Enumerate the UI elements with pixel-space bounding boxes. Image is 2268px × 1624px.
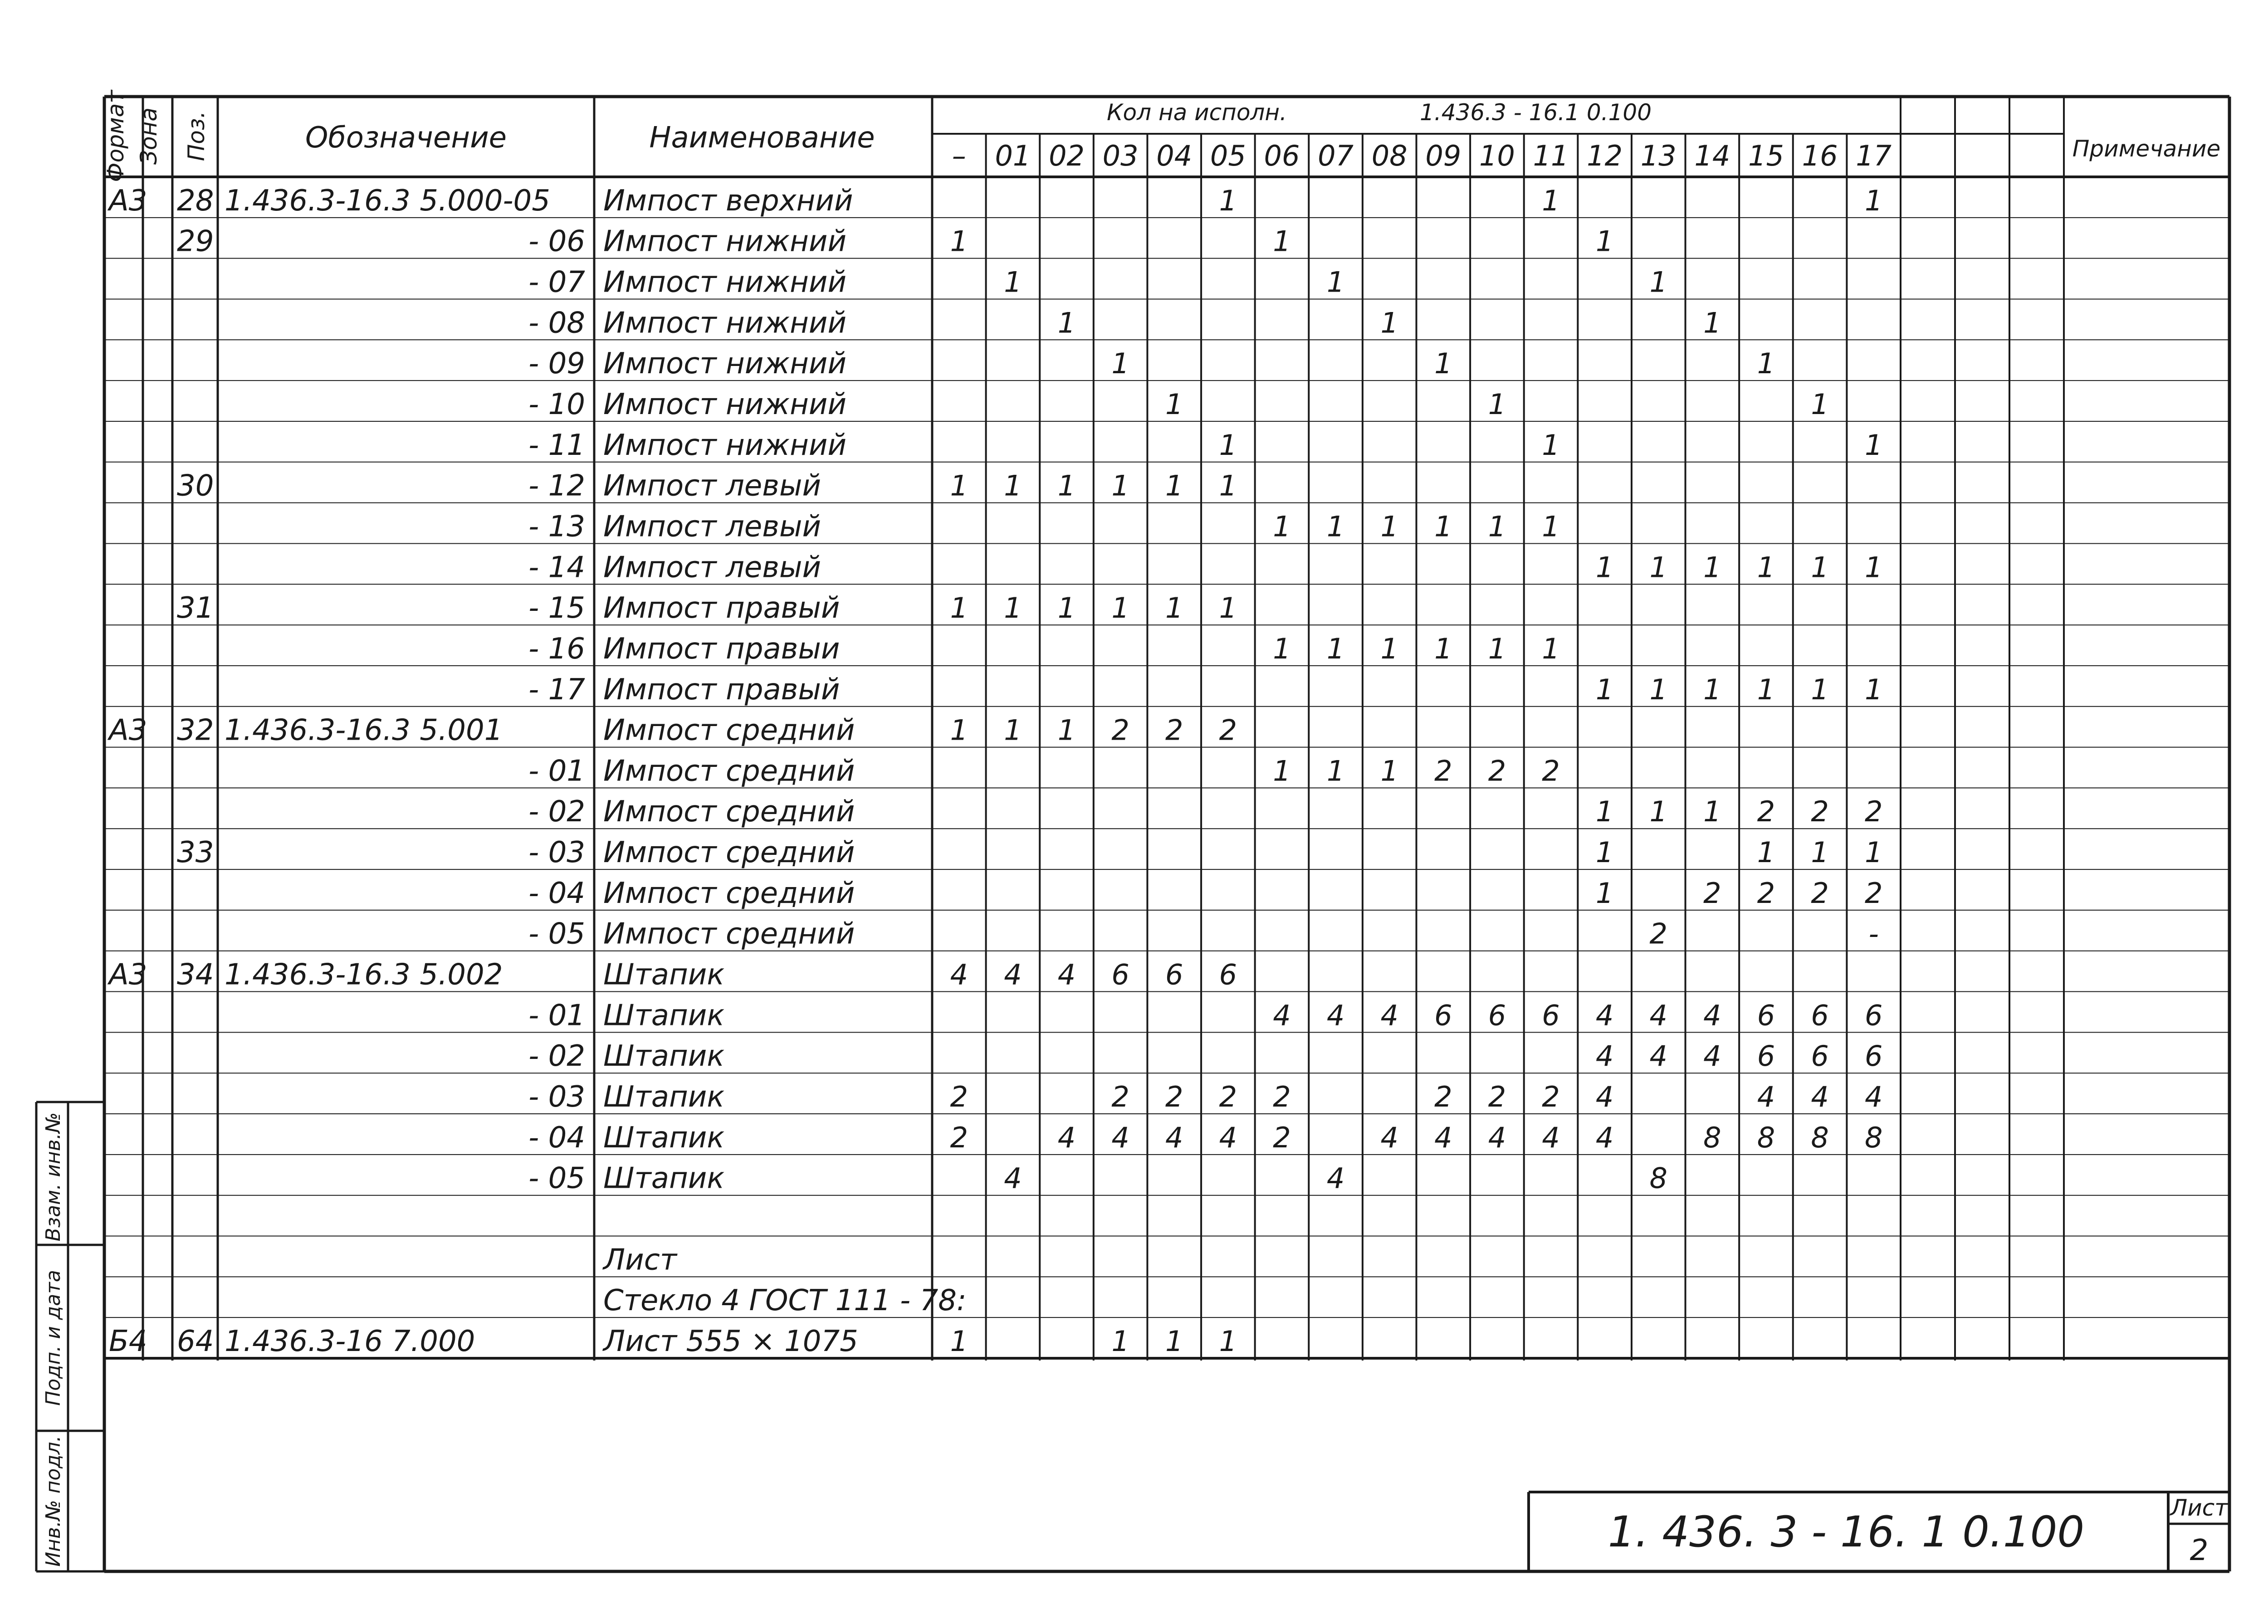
- qty-cell: 2: [1219, 713, 1237, 747]
- variant-header-14: 14: [1694, 139, 1730, 172]
- qty-cell: 6: [1219, 958, 1237, 991]
- qty-cell: 1: [1542, 428, 1560, 462]
- qty-cell: -: [1868, 917, 1879, 951]
- variant-header-15: 15: [1748, 139, 1784, 172]
- row-designation: - 12: [528, 469, 585, 503]
- qty-cell: 1: [1326, 754, 1345, 788]
- title-sheet-label: Лист: [2170, 1495, 2228, 1521]
- qty-cell: 4: [1273, 999, 1291, 1032]
- qty-cell: 4: [1488, 1121, 1506, 1154]
- qty-cell: 1: [1111, 347, 1129, 380]
- qty-cell: 1: [1649, 551, 1667, 584]
- qty-cell: 1: [1488, 510, 1506, 543]
- qty-cell: 6: [1165, 958, 1183, 991]
- qty-cell: 1: [1165, 469, 1183, 502]
- qty-cell: 4: [1542, 1121, 1560, 1154]
- qty-cell: 8: [1811, 1121, 1829, 1154]
- row-name: Импост средний: [603, 713, 855, 747]
- qty-cell: 1: [1864, 184, 1883, 217]
- qty-cell: 2: [1864, 876, 1883, 910]
- qty-cell: 1: [950, 713, 968, 747]
- qty-cell: 1: [1004, 591, 1022, 625]
- qty-cell: 4: [1703, 999, 1721, 1032]
- qty-cell: 1: [1757, 836, 1775, 869]
- qty-cell: 1: [950, 224, 968, 258]
- row-designation: - 03: [528, 836, 585, 870]
- qty-cell: 1: [1380, 632, 1398, 665]
- variant-header-17: 17: [1856, 139, 1892, 172]
- row-name: Импост средний: [603, 836, 855, 870]
- qty-cell: 4: [950, 958, 968, 991]
- qty-cell: 1: [1703, 551, 1721, 584]
- qty-cell: 4: [1380, 1121, 1398, 1154]
- qty-cell: 1: [1542, 184, 1560, 217]
- row-designation: - 08: [528, 306, 585, 340]
- row-name: Импост левый: [603, 510, 821, 544]
- qty-cell: 2: [1273, 1080, 1291, 1114]
- header-format: Формат: [103, 90, 129, 182]
- row-designation: 1.436.3-16 7.000: [225, 1325, 475, 1358]
- qty-cell: 1: [1703, 795, 1721, 829]
- row-designation: - 17: [528, 673, 585, 707]
- row-designation: - 04: [528, 876, 585, 910]
- qty-cell: 1: [1111, 1325, 1129, 1358]
- qty-cell: 1: [1273, 632, 1291, 665]
- row-pos: 64: [177, 1325, 214, 1358]
- qty-cell: 1: [1219, 1325, 1237, 1358]
- qty-cell: 1: [1219, 591, 1237, 625]
- row-name: Импост верхний: [603, 184, 853, 218]
- row-name: Штапик: [603, 1161, 725, 1195]
- qty-cell: 1: [950, 469, 968, 502]
- row-name: Лист: [603, 1243, 677, 1277]
- qty-cell: 1: [1595, 551, 1614, 584]
- variant-header-13: 13: [1640, 139, 1677, 172]
- row-format: А3: [109, 713, 147, 747]
- qty-cell: 4: [1595, 1080, 1614, 1114]
- row-designation: - 05: [528, 917, 585, 951]
- row-name: Импост нижний: [603, 224, 847, 258]
- header-qty-title: Кол на исполн.: [1107, 99, 1287, 126]
- qty-cell: 4: [1326, 999, 1345, 1032]
- header-zone: Зона: [136, 107, 162, 165]
- qty-cell: 2: [950, 1121, 968, 1154]
- qty-cell: 6: [1542, 999, 1560, 1032]
- row-format: Б4: [109, 1325, 147, 1358]
- qty-cell: 1: [1434, 510, 1452, 543]
- row-name: Импост правый: [603, 673, 840, 707]
- row-name: Штапик: [603, 1080, 725, 1114]
- title-sheet-number: 2: [2190, 1534, 2209, 1567]
- variant-header-9: 09: [1425, 139, 1461, 172]
- qty-cell: 6: [1488, 999, 1506, 1032]
- row-designation: - 10: [528, 387, 585, 421]
- qty-cell: 1: [1811, 387, 1829, 421]
- qty-cell: 1: [1165, 591, 1183, 625]
- qty-cell: 1: [1165, 387, 1183, 421]
- row-designation: 1.436.3-16.3 5.001: [225, 713, 503, 747]
- qty-cell: 1: [1649, 265, 1667, 299]
- qty-cell: 1: [950, 1325, 968, 1358]
- qty-cell: 1: [1111, 591, 1129, 625]
- qty-cell: 1: [1864, 673, 1883, 706]
- qty-cell: 1: [1811, 551, 1829, 584]
- qty-cell: 1: [1380, 510, 1398, 543]
- qty-cell: 2: [1434, 1080, 1452, 1114]
- row-designation: 1.436.3-16.3 5.000-05: [225, 184, 550, 218]
- qty-cell: 1: [1434, 632, 1452, 665]
- qty-cell: 2: [1542, 1080, 1560, 1114]
- qty-cell: 2: [1649, 917, 1667, 951]
- qty-cell: 1: [1864, 551, 1883, 584]
- qty-cell: 4: [1057, 1121, 1076, 1154]
- header-designation: Обозначение: [305, 121, 507, 155]
- header-pos: Поз.: [183, 111, 210, 161]
- qty-cell: 1: [1273, 224, 1291, 258]
- qty-cell: 1: [1326, 632, 1345, 665]
- qty-cell: 2: [1811, 795, 1829, 829]
- qty-cell: 2: [1111, 713, 1129, 747]
- row-name: Импост левый: [603, 469, 821, 503]
- row-designation: - 01: [528, 754, 585, 788]
- row-designation: - 09: [528, 347, 585, 381]
- row-pos: 28: [177, 184, 214, 218]
- row-pos: 33: [177, 836, 214, 870]
- qty-cell: 1: [1004, 713, 1022, 747]
- row-name: Импост средний: [603, 795, 855, 829]
- qty-cell: 1: [1595, 876, 1614, 910]
- qty-cell: 1: [1273, 510, 1291, 543]
- row-designation: - 14: [528, 551, 585, 585]
- qty-cell: 1: [1004, 265, 1022, 299]
- side-label-signature-date: Подп. и дата: [42, 1270, 65, 1406]
- qty-cell: 2: [1864, 795, 1883, 829]
- row-name: Импост правыи: [603, 632, 840, 666]
- qty-cell: 2: [950, 1080, 968, 1114]
- variant-header-4: 04: [1156, 139, 1193, 172]
- qty-cell: 4: [1757, 1080, 1775, 1114]
- header-qty-doc: 1.436.3 - 16.1 0.100: [1420, 99, 1652, 126]
- qty-cell: 2: [1757, 876, 1775, 910]
- variant-header-2: 02: [1049, 139, 1085, 172]
- qty-cell: 1: [1542, 632, 1560, 665]
- qty-cell: 2: [1757, 795, 1775, 829]
- qty-cell: 2: [1488, 754, 1506, 788]
- qty-cell: 6: [1811, 999, 1829, 1032]
- qty-cell: 8: [1757, 1121, 1775, 1154]
- qty-cell: 4: [1811, 1080, 1829, 1114]
- qty-cell: 1: [1649, 795, 1667, 829]
- row-name: Импост средний: [603, 754, 855, 788]
- header-note: Примечание: [2072, 136, 2221, 162]
- row-name: Импост средний: [603, 876, 855, 910]
- variant-header-1: 01: [995, 139, 1031, 172]
- qty-cell: 1: [1219, 469, 1237, 502]
- variant-header-12: 12: [1587, 139, 1623, 172]
- row-designation: - 06: [528, 224, 585, 258]
- variant-header-5: 05: [1210, 139, 1246, 172]
- qty-cell: 1: [1757, 347, 1775, 380]
- variant-header-7: 07: [1318, 139, 1354, 172]
- row-pos: 30: [177, 469, 214, 503]
- qty-cell: 2: [1165, 1080, 1183, 1114]
- qty-cell: 8: [1649, 1161, 1667, 1195]
- qty-cell: 1: [1811, 673, 1829, 706]
- qty-cell: 2: [1219, 1080, 1237, 1114]
- qty-cell: 1: [1542, 510, 1560, 543]
- qty-cell: 2: [1273, 1121, 1291, 1154]
- qty-cell: 4: [1649, 1039, 1667, 1073]
- row-designation: 1.436.3-16.3 5.002: [225, 958, 503, 992]
- row-name: Штапик: [603, 1039, 725, 1073]
- qty-cell: 2: [1542, 754, 1560, 788]
- qty-cell: 8: [1864, 1121, 1883, 1154]
- variant-header-10: 10: [1479, 139, 1515, 172]
- qty-cell: 2: [1811, 876, 1829, 910]
- row-designation: - 11: [528, 428, 585, 462]
- qty-cell: 1: [1757, 551, 1775, 584]
- qty-cell: 1: [1380, 754, 1398, 788]
- row-name: Лист 555 × 1075: [603, 1325, 858, 1358]
- qty-cell: 6: [1434, 999, 1452, 1032]
- qty-cell: 2: [1434, 754, 1452, 788]
- qty-cell: 4: [1004, 958, 1022, 991]
- row-designation: - 16: [528, 632, 585, 666]
- qty-cell: 8: [1703, 1121, 1721, 1154]
- variant-header-3: 03: [1102, 139, 1139, 172]
- qty-cell: 6: [1757, 1039, 1775, 1073]
- qty-cell: 6: [1864, 1039, 1883, 1073]
- side-label-replacement: Взам. инв.№: [42, 1112, 65, 1242]
- variant-header-11: 11: [1533, 139, 1569, 172]
- qty-cell: 1: [1864, 836, 1883, 869]
- header-name: Наименование: [649, 121, 875, 155]
- row-designation: - 05: [528, 1161, 585, 1195]
- row-pos: 29: [177, 224, 214, 258]
- qty-cell: 6: [1811, 1039, 1829, 1073]
- qty-cell: 1: [1595, 795, 1614, 829]
- qty-cell: 6: [1864, 999, 1883, 1032]
- qty-cell: 2: [1165, 713, 1183, 747]
- row-name: Импост нижний: [603, 428, 847, 462]
- qty-cell: 4: [1595, 999, 1614, 1032]
- qty-cell: 1: [1649, 673, 1667, 706]
- row-designation: - 07: [528, 265, 585, 299]
- qty-cell: 1: [1057, 591, 1076, 625]
- row-name: Стекло 4 ГОСТ 111 - 78:: [603, 1284, 967, 1318]
- qty-cell: 4: [1111, 1121, 1129, 1154]
- row-designation: - 04: [528, 1121, 585, 1155]
- qty-cell: 4: [1434, 1121, 1452, 1154]
- qty-cell: 6: [1111, 958, 1129, 991]
- qty-cell: 1: [1326, 510, 1345, 543]
- side-label-original-inventory: Инв.№ подл.: [42, 1435, 65, 1567]
- row-designation: - 01: [528, 999, 585, 1033]
- row-pos: 32: [177, 713, 214, 747]
- row-designation: - 03: [528, 1080, 585, 1114]
- qty-cell: 4: [1703, 1039, 1721, 1073]
- qty-cell: 1: [1703, 306, 1721, 340]
- qty-cell: 1: [1595, 224, 1614, 258]
- qty-cell: 4: [1864, 1080, 1883, 1114]
- row-name: Импост нижний: [603, 265, 847, 299]
- qty-cell: 6: [1757, 999, 1775, 1032]
- variant-header-8: 08: [1371, 139, 1408, 172]
- row-designation: - 02: [528, 1039, 585, 1073]
- qty-cell: 2: [1111, 1080, 1129, 1114]
- row-pos: 31: [177, 591, 214, 625]
- qty-cell: 1: [950, 591, 968, 625]
- qty-cell: 1: [1757, 673, 1775, 706]
- row-name: Импост нижний: [603, 387, 847, 421]
- qty-cell: 4: [1649, 999, 1667, 1032]
- qty-cell: 1: [1326, 265, 1345, 299]
- qty-cell: 1: [1057, 713, 1076, 747]
- row-format: А3: [109, 958, 147, 992]
- qty-cell: 1: [1703, 673, 1721, 706]
- qty-cell: 1: [1380, 306, 1398, 340]
- qty-cell: 2: [1703, 876, 1721, 910]
- qty-cell: 1: [1219, 184, 1237, 217]
- row-designation: - 15: [528, 591, 585, 625]
- qty-cell: 4: [1004, 1161, 1022, 1195]
- row-name: Импост правый: [603, 591, 840, 625]
- qty-cell: 1: [1219, 428, 1237, 462]
- variant-header-6: 06: [1264, 139, 1300, 172]
- qty-cell: 4: [1595, 1039, 1614, 1073]
- row-name: Импост средний: [603, 917, 855, 951]
- qty-cell: 1: [1811, 836, 1829, 869]
- row-designation: - 02: [528, 795, 585, 829]
- qty-cell: 1: [1488, 387, 1506, 421]
- title-doc-number: 1. 436. 3 - 16. 1 0.100: [1608, 1507, 2085, 1557]
- qty-cell: 1: [1488, 632, 1506, 665]
- row-name: Импост нижний: [603, 306, 847, 340]
- qty-cell: 1: [1595, 673, 1614, 706]
- qty-cell: 4: [1165, 1121, 1183, 1154]
- qty-cell: 2: [1488, 1080, 1506, 1114]
- qty-cell: 4: [1219, 1121, 1237, 1154]
- qty-cell: 1: [1864, 428, 1883, 462]
- row-name: Импост нижний: [603, 347, 847, 381]
- row-designation: - 13: [528, 510, 585, 544]
- qty-cell: 4: [1057, 958, 1076, 991]
- qty-cell: 4: [1380, 999, 1398, 1032]
- row-name: Штапик: [603, 999, 725, 1033]
- qty-cell: 4: [1595, 1121, 1614, 1154]
- qty-cell: 4: [1326, 1161, 1345, 1195]
- qty-cell: 1: [1111, 469, 1129, 502]
- row-name: Импост левый: [603, 551, 821, 585]
- qty-cell: 1: [1057, 469, 1076, 502]
- row-format: А3: [109, 184, 147, 218]
- qty-cell: 1: [1434, 347, 1452, 380]
- qty-cell: 1: [1004, 469, 1022, 502]
- row-name: Штапик: [603, 1121, 725, 1155]
- variant-header-0: –: [952, 139, 966, 172]
- variant-header-16: 16: [1802, 139, 1838, 172]
- row-name: Штапик: [603, 958, 725, 992]
- row-pos: 34: [177, 958, 214, 992]
- qty-cell: 1: [1057, 306, 1076, 340]
- qty-cell: 1: [1165, 1325, 1183, 1358]
- qty-cell: 1: [1273, 754, 1291, 788]
- qty-cell: 1: [1595, 836, 1614, 869]
